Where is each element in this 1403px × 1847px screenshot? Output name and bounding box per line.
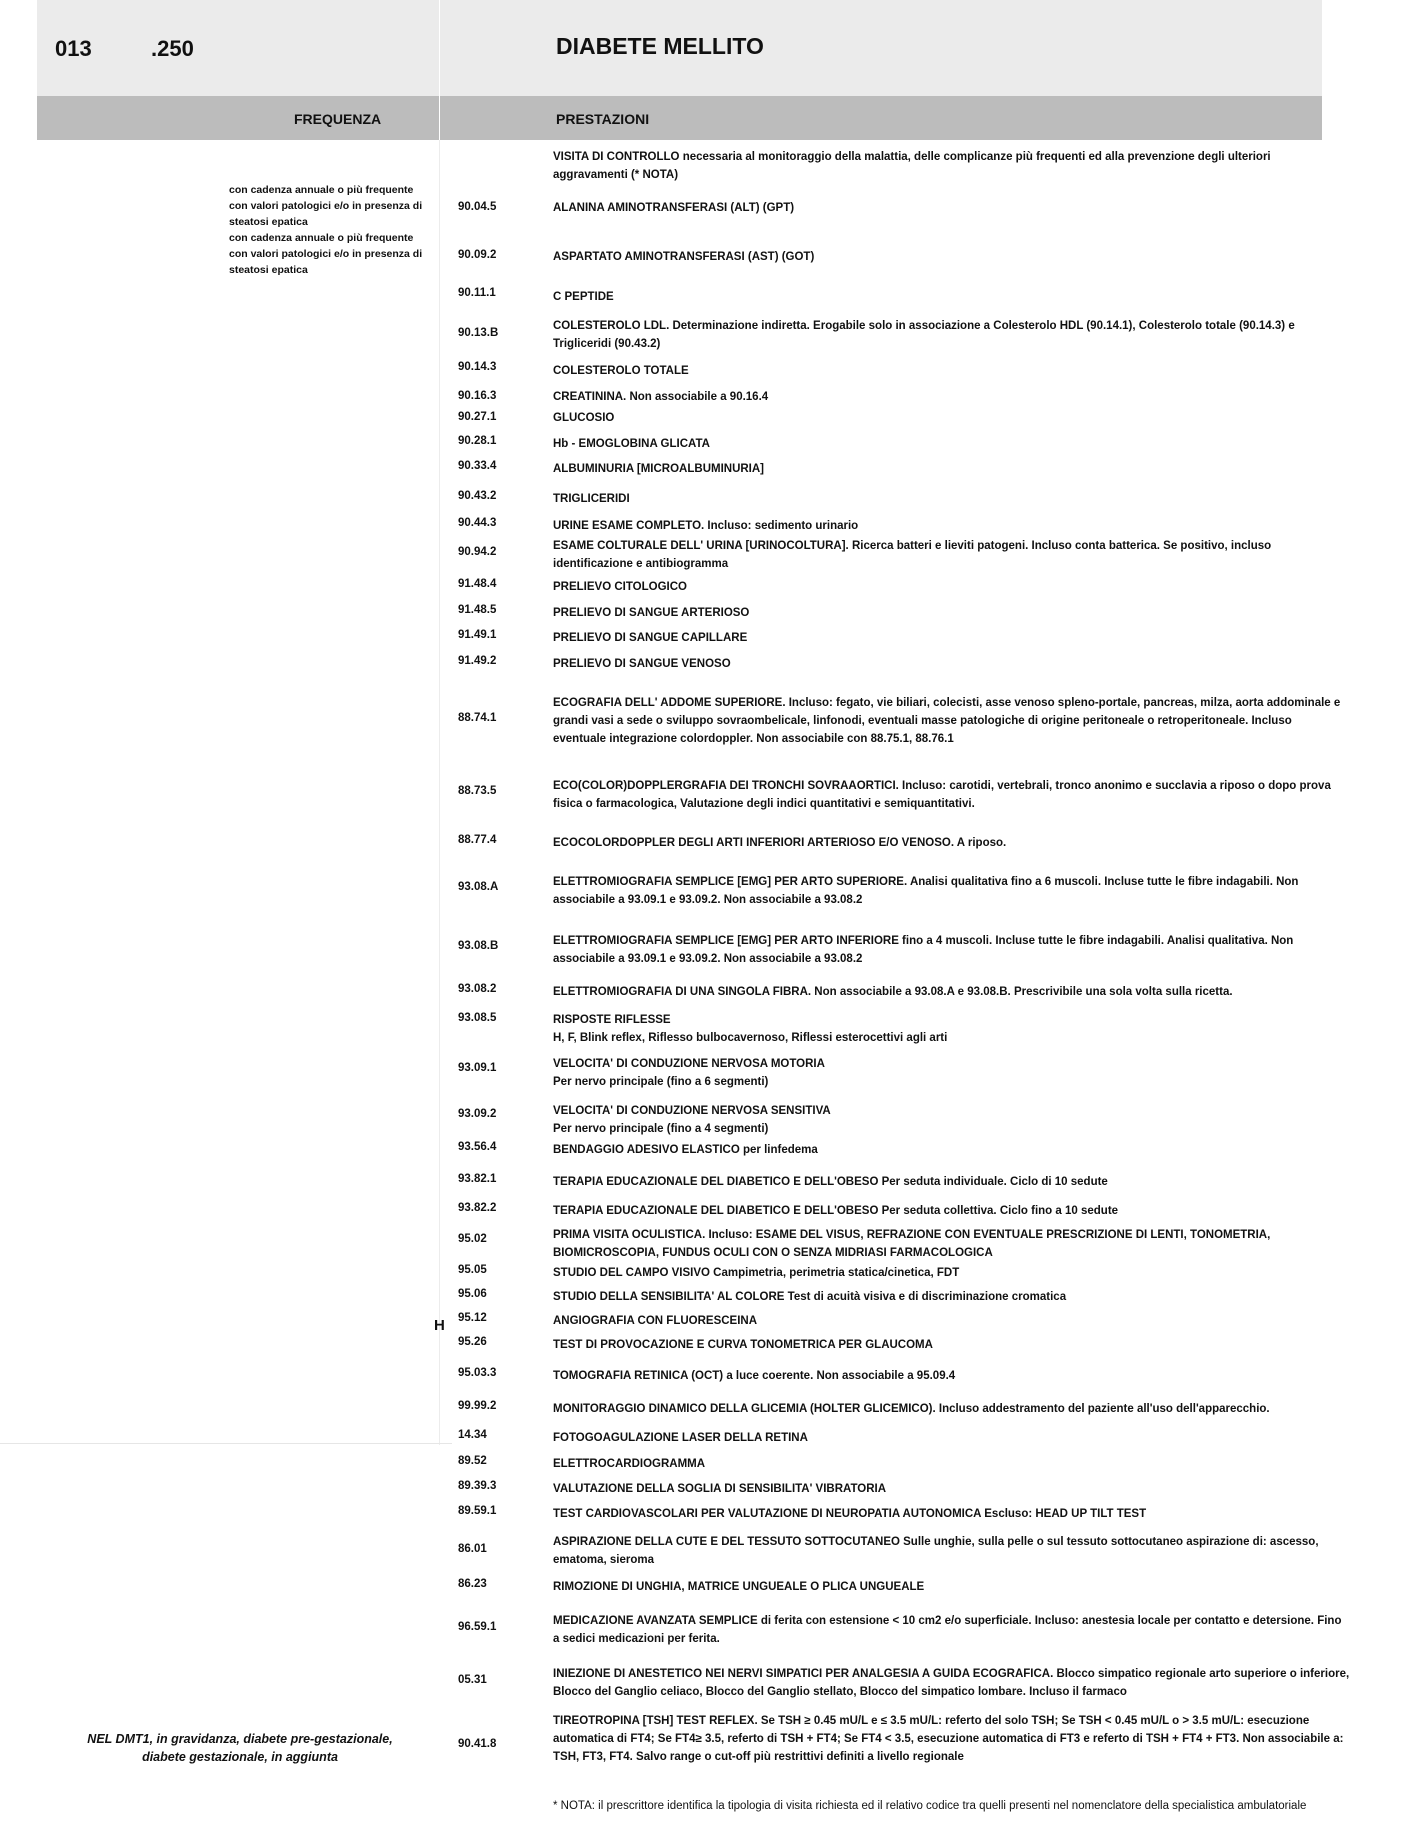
row-code: 86.23 [458,1578,487,1590]
row-description: ALBUMINURIA [MICROALBUMINURIA] [553,463,765,475]
row-description: PRELIEVO DI SANGUE CAPILLARE [553,632,748,644]
row-description: TRIGLICERIDI [553,493,630,505]
row-code: 95.26 [458,1336,487,1348]
row-description: ELETTROCARDIOGRAMMA [553,1458,706,1470]
row-code: 90.41.8 [458,1738,497,1750]
row-code: 93.08.2 [458,983,497,995]
column-header-band [37,96,1322,140]
row-code: 95.06 [458,1288,487,1300]
row-description: STUDIO DELLA SENSIBILITA' AL COLORE Test di acuità visiva e di discriminazione cromatica [553,1291,1067,1303]
row-description: VELOCITA' DI CONDUZIONE NERVOSA SENSITIVA Per nervo principale (fino a 4 segmenti) [553,1105,831,1135]
row-description: ESAME COLTURALE DELL' URINA [URINOCOLTURA]. Ricerca batteri e lieviti patogeni. Incluso conta batterica. Se positivo, incluso identificazione e antibiogramma [553,540,1272,570]
row-code: 93.08.B [458,940,499,952]
row-code: 95.12 [458,1312,487,1324]
column-header-divider [439,96,440,140]
row-code: 93.09.2 [458,1108,497,1120]
row-description: FOTOGOAGULAZIONE LASER DELLA RETINA [553,1432,808,1444]
code-suffix: .250 [151,36,194,61]
row-code: 90.16.3 [458,390,497,402]
row-code: 89.59.1 [458,1505,497,1517]
row-description: COLESTEROLO LDL. Determinazione indiretta. Erogabile solo in associazione a Colesterolo HDL (90.14.1), Colesterolo totale (90.14.3) e Trigliceridi (90.43.2) [553,320,1295,350]
row-description: TEST CARDIOVASCOLARI PER VALUTAZIONE DI NEUROPATIA AUTONOMICA Escluso: HEAD UP TILT TEST [553,1508,1147,1520]
row-code: 90.33.4 [458,460,497,472]
row-code: 99.99.2 [458,1400,497,1412]
row-description: RIMOZIONE DI UNGHIA, MATRICE UNGUEALE O PLICA UNGUEALE [553,1581,925,1593]
row-description: TIREOTROPINA [TSH] TEST REFLEX. Se TSH ≥ 0.45 mU/L e ≤ 3.5 mU/L: referto del solo TSH; Se TSH < 0.45 mU/L o > 3.5 mU/L: esecuzione automatica di FT4; Se FT4≥ 3.5, referto di TSH + FT4; Se FT4 < 3.5, esecuzione automatica di FT3 e referto di TSH + FT4 + FT3. Non associabile a: TSH, FT3, FT4. Salvo range o cut-off più restrittivi definiti a livello regionale [553,1715,1344,1763]
row-code: 91.49.1 [458,629,497,641]
row-description: GLUCOSIO [553,412,615,424]
row-description: VISITA DI CONTROLLO necessaria al monitoraggio della malattia, delle complicanze più frequenti ed alla prevenzione degli ulteriori aggravamenti (* NOTA) [553,151,1271,181]
row-code: 90.09.2 [458,249,497,261]
row-code: 91.49.2 [458,655,497,667]
row-code: 86.01 [458,1543,487,1555]
row-description: ELETTROMIOGRAFIA DI UNA SINGOLA FIBRA. Non associabile a 93.08.A e 93.08.B. Prescrivibile una sola volta sulla ricetta. [553,986,1233,998]
code-prefix: 013 [55,36,92,61]
row-description: C PEPTIDE [553,291,614,303]
row-description: ALANINA AMINOTRANSFERASI (ALT) (GPT) [553,202,795,214]
left-note: NEL DMT1, in gravidanza, diabete pre-gestazionale, diabete gestazionale, in aggiunta [87,1732,393,1764]
row-description: INIEZIONE DI ANESTETICO NEI NERVI SIMPATICI PER ANALGESIA A GUIDA ECOGRAFICA. Blocco simpatico regionale arto superiore o inferiore, Blocco del Ganglio celiaco, Blocco del Ganglio stellato, Blocco del simpatico lombare. Incluso il farmaco [553,1668,1350,1698]
section-divider [0,1443,452,1444]
column-header-prestazioni: PRESTAZIONI [556,111,650,127]
row-description: Hb - EMOGLOBINA GLICATA [553,438,710,450]
row-code: 90.43.2 [458,490,497,502]
column-rule [439,140,440,1445]
row-code: 95.05 [458,1264,487,1276]
row-code: 91.48.4 [458,578,497,590]
row-code: 90.04.5 [458,201,497,213]
frequency-note: con cadenza annuale o più frequente con valori patologici e/o in presenza di steatosi epatica [229,232,423,276]
row-description: ELETTROMIOGRAFIA SEMPLICE [EMG] PER ARTO SUPERIORE. Analisi qualitativa fino a 6 muscoli. Incluse tutte le fibre indagabili. Non associabile a 93.09.1 e 93.09.2. Non associabile a 93.08.2 [553,876,1299,906]
row-code: 93.82.1 [458,1173,497,1185]
row-description: ECOCOLORDOPPLER DEGLI ARTI INFERIORI ARTERIOSO E/O VENOSO. A riposo. [553,837,1007,849]
row-description: VALUTAZIONE DELLA SOGLIA DI SENSIBILITA' VIBRATORIA [553,1483,887,1495]
row-code: 90.14.3 [458,361,497,373]
row-description: CREATININA. Non associabile a 90.16.4 [553,391,769,403]
row-code: 96.59.1 [458,1621,497,1633]
row-description: ELETTROMIOGRAFIA SEMPLICE [EMG] PER ARTO INFERIORE fino a 4 muscoli. Incluse tutte le fibre indagabili. Analisi qualitativa. Non associabile a 93.09.1 e 93.09.2. Non associabile a 93.08.2 [553,935,1294,965]
footnote: * NOTA: il prescrittore identifica la tipologia di visita richiesta ed il relativo codice tra quelli presenti nel nomenclatore della specialistica ambulatoriale [553,1800,1307,1812]
row-description: RISPOSTE RIFLESSE H, F, Blink reflex, Riflesso bulbocavernoso, Riflessi esterocettivi agli arti [553,1014,948,1044]
row-code: 90.94.2 [458,546,497,558]
frequency-note: con cadenza annuale o più frequente con valori patologici e/o in presenza di steatosi epatica [229,184,423,228]
row-description: COLESTEROLO TOTALE [553,365,689,377]
row-description: MONITORAGGIO DINAMICO DELLA GLICEMIA (HOLTER GLICEMICO). Incluso addestramento del paziente all'uso dell'apparecchio. [553,1403,1270,1415]
row-description: ASPARTATO AMINOTRANSFERASI (AST) (GOT) [553,251,815,263]
row-description: MEDICAZIONE AVANZATA SEMPLICE di ferita con estensione < 10 cm2 e/o superficiale. Incluso: anestesia locale per contatto e detersione. Fino a sedici medicazioni per ferita. [553,1615,1342,1645]
row-code: 93.08.A [458,881,499,893]
row-description: URINE ESAME COMPLETO. Incluso: sedimento urinario [553,520,859,532]
row-code: 95.03.3 [458,1367,497,1379]
row-code: 90.27.1 [458,411,497,423]
row-description: PRIMA VISITA OCULISTICA. Incluso: ESAME DEL VISUS, REFRAZIONE CON EVENTUALE PRESCRIZIONE DI LENTI, TONOMETRIA, BIOMICROSCOPIA, FUNDUS OCULI CON O SENZA MIDRIASI FARMACOLOGICA [553,1229,1271,1259]
row-code: 88.73.5 [458,785,497,797]
row-code: 93.08.5 [458,1012,497,1024]
row-description: PRELIEVO DI SANGUE VENOSO [553,658,731,670]
row-description: TERAPIA EDUCAZIONALE DEL DIABETICO E DELL'OBESO Per seduta individuale. Ciclo di 10 sedute [553,1176,1108,1188]
row-description: PRELIEVO DI SANGUE ARTERIOSO [553,607,750,619]
row-code: 14.34 [458,1429,487,1441]
row-code: 89.52 [458,1455,487,1467]
row-code: 90.13.B [458,327,499,339]
row-code: 88.77.4 [458,834,497,846]
row-description: STUDIO DEL CAMPO VISIVO Campimetria, perimetria statica/cinetica, FDT [553,1267,960,1279]
row-description: TOMOGRAFIA RETINICA (OCT) a luce coerente. Non associabile a 95.09.4 [553,1370,956,1382]
row-code: 88.74.1 [458,712,497,724]
row-description: ECO(COLOR)DOPPLERGRAFIA DEI TRONCHI SOVRAAORTICI. Incluso: carotidi, vertebrali, tronco anonimo e succlavia a riposo o dopo prova fisica o farmacologica, Valutazione degli indici quantitativi e semiquantitativi. [553,780,1331,810]
row-code: 93.82.2 [458,1202,497,1214]
row-description: VELOCITA' DI CONDUZIONE NERVOSA MOTORIA Per nervo principale (fino a 6 segmenti) [553,1058,825,1088]
row-code: 93.56.4 [458,1141,497,1153]
row-code: 91.48.5 [458,604,497,616]
row-description: TEST DI PROVOCAZIONE E CURVA TONOMETRICA PER GLAUCOMA [553,1339,933,1351]
row-code: 89.39.3 [458,1480,497,1492]
row-code: 90.28.1 [458,435,497,447]
header-divider [439,0,440,96]
row-description: TERAPIA EDUCAZIONALE DEL DIABETICO E DELL'OBESO Per seduta collettiva. Ciclo fino a 10 sedute [553,1205,1119,1217]
column-header-frequenza: FREQUENZA [294,111,382,127]
row-code: 05.31 [458,1674,487,1686]
row-description: PRELIEVO CITOLOGICO [553,581,687,593]
page-title: DIABETE MELLITO [556,33,764,59]
row-description: ECOGRAFIA DELL' ADDOME SUPERIORE. Incluso: fegato, vie biliari, colecisti, asse venoso spleno-portale, pancreas, milza, aorta addominale e grandi vasi a sede o sviluppo sovraombelicale, linfonodi, eventuali masse patologiche di origine peritoneale o retroperitoneale. Incluso eventuale integrazione colordoppler. Non associabile con 88.75.1, 88.76.1 [553,697,1341,745]
row-code: 93.09.1 [458,1062,497,1074]
row-description: ANGIOGRAFIA CON FLUORESCEINA [553,1315,758,1327]
row-description: BENDAGGIO ADESIVO ELASTICO per linfedema [553,1144,818,1156]
row-code: 90.44.3 [458,517,497,529]
h-marker: H [434,1317,445,1334]
row-code: 95.02 [458,1233,487,1245]
row-description: ASPIRAZIONE DELLA CUTE E DEL TESSUTO SOTTOCUTANEO Sulle unghie, sulla pelle o sul tessuto sottocutaneo aspirazione di: ascesso, ematoma, sieroma [553,1536,1319,1566]
row-code: 90.11.1 [458,287,496,299]
